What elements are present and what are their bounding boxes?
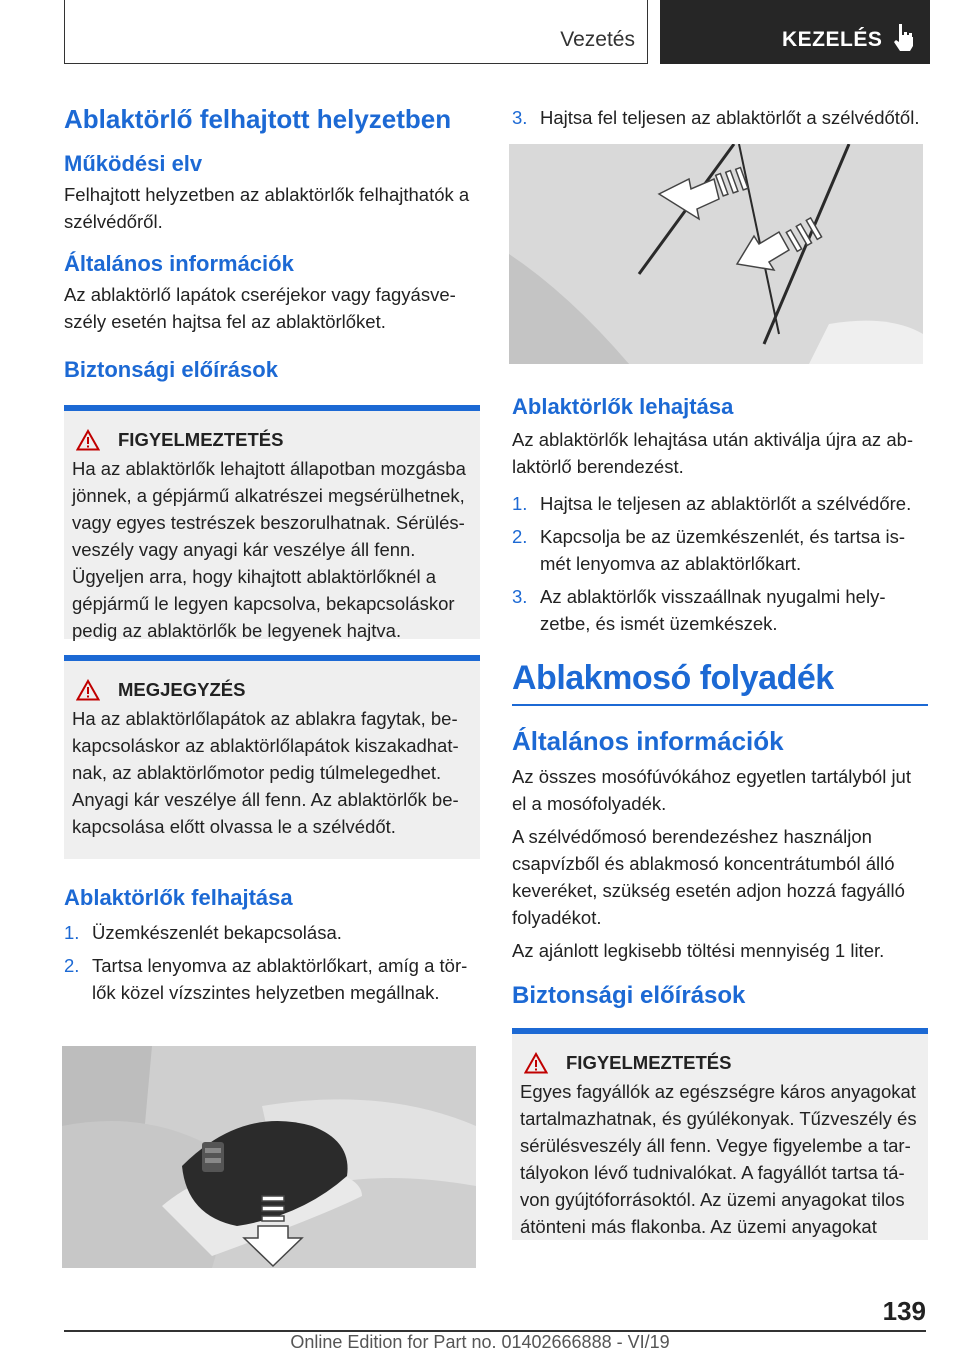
section-title: Ablaktörlő felhajtott helyzetben [64,104,452,134]
step-text: Üzemkészenlét bekapcsolása. [92,922,342,943]
list-item [512,490,928,517]
lower-heading: Ablaktörlők lehajtása [512,394,734,419]
washer-paragraph-1: Az összes mosófúvókához egyetlen tartályból jut el a mosófolyadék. [512,766,911,814]
washer-paragraph-2: A szélvédőmosó berendezéshez használjon csapvízből és ablakmosó koncentrátumból álló keveréket, szükség esetén adjon hozzá fagyálló folyadékot. [512,826,905,928]
step-text: Hajtsa fel teljesen az ablaktörlőt a szélvédőtől. [540,107,920,128]
hand-pointer-icon [892,22,916,52]
washer-warning-box [512,1028,928,1240]
warning-triangle-icon [76,679,100,701]
left-column [64,96,480,1012]
windshield-photo [509,144,923,364]
principle-text: Felhajtott helyzetben az ablaktörlők felhajthatók a szélvédőről. [64,184,470,232]
warning-box [64,405,480,639]
header-chapter-label: KEZELÉS [782,28,883,51]
step-number: 2. [64,955,80,976]
page-number: 139 [882,1296,926,1326]
washer-warning-text: Egyes fagyállók az egészségre káros anyagokat tartalmazhatnak, és gyúlékonyak. Tűzveszély és sérülésveszély áll fenn. Vegye figyelembe a tar-tályokon lévő tudnivalókat. A fagyállót tartsa tá-von gyújtóforrásoktól. Az üzemi anyagokat tilos átönteni más flakonba. Az üzemi anyagokat [520,1081,917,1237]
lower-steps [512,490,928,637]
principle-heading: Működési elv [64,151,203,176]
warning-triangle-icon [76,429,100,451]
list-item [512,104,928,131]
step-text: Kapcsolja be az üzemkészenlét, és tartsa is-mét lenyomva az ablaktörlőkart. [540,526,906,574]
header-section-label: Vezetés [560,28,635,51]
fold-heading: Ablaktörlők felhajtása [64,885,293,910]
step-text: Az ablaktörlők visszaállnak nyugalmi hely-zetbe, és ismét üzemkészek. [540,586,886,634]
general-text: Az ablaktörlő lapátok cseréjekor vagy fagyásve-szély esetén hajtsa fel az ablaktörlőket. [64,284,456,332]
safety-heading: Biztonsági előírások [64,357,278,382]
footer-edition: Online Edition for Part no. 01402666888 - VI/19 [290,1332,670,1352]
warning-label: FIGYELMEZTETÉS [118,429,284,450]
wiper-stalk-photo [62,1046,476,1268]
right-column-lower [512,394,928,1240]
warning-title [72,429,472,451]
fold-step3 [512,104,928,131]
step-number: 3. [512,107,528,128]
washer-warning-label: FIGYELMEZTETÉS [566,1052,732,1073]
header-section-tab [64,0,648,64]
step-number: 1. [64,922,80,943]
step-number: 2. [512,526,528,547]
note-box [64,655,480,859]
step-number: 1. [512,493,528,514]
note-text: Ha az ablaktörlőlapátok az ablakra fagytak, be-kapcsoláskor az ablaktörlőlapátok kiszakadhat-nak, az ablaktörlőmotor pedig túlmelegedhet. Anyagi kár veszélye áll fenn. Az ablaktörlők be-kapcsolása előtt olvassa le a szélvédőt. [72,708,459,837]
step-number: 3. [512,586,528,607]
list-item [512,523,928,577]
washer-paragraph-3: Az ajánlott legkisebb töltési mennyiség 1 liter. [512,940,885,961]
washer-general-heading: Általános információk [512,726,784,756]
washer-safety-heading: Biztonsági előírások [512,982,746,1009]
step-text: Tartsa lenyomva az ablaktörlőkart, amíg a tör-lők közel vízszintes helyzetben megállnak. [92,955,468,1003]
list-item [512,583,928,637]
list-item [64,919,480,946]
washer-warning-title [520,1052,920,1074]
note-label: MEGJEGYZÉS [118,679,246,700]
washer-title: Ablakmosó folyadék [512,659,928,706]
header-chapter-tab [660,0,930,64]
step-text: Hajtsa le teljesen az ablaktörlőt a szélvédőre. [540,493,912,514]
right-column [512,96,928,137]
lower-text: Az ablaktörlők lehajtása után aktiválja újra az ab-laktörlő berendezést. [512,429,914,477]
general-heading: Általános információk [64,251,294,276]
warning-text: Ha az ablaktörlők lehajtott állapotban mozgásba jönnek, a gépjármű alkatrészei megsérülhetnek, vagy egyes testrészek beszorulhatnak. Sérülés-veszély vagy anyagi kár veszélye áll fenn. Ügyeljen arra, hogy kihajtott ablaktörlőknél a gépjármű le legyen kapcsolva, bekapcsoláskor pedig az ablaktörlők be legyenek hajtva. [72,458,466,641]
warning-triangle-icon [524,1052,548,1074]
list-item [64,952,480,1006]
note-title [72,679,472,701]
fold-steps [64,919,480,1006]
